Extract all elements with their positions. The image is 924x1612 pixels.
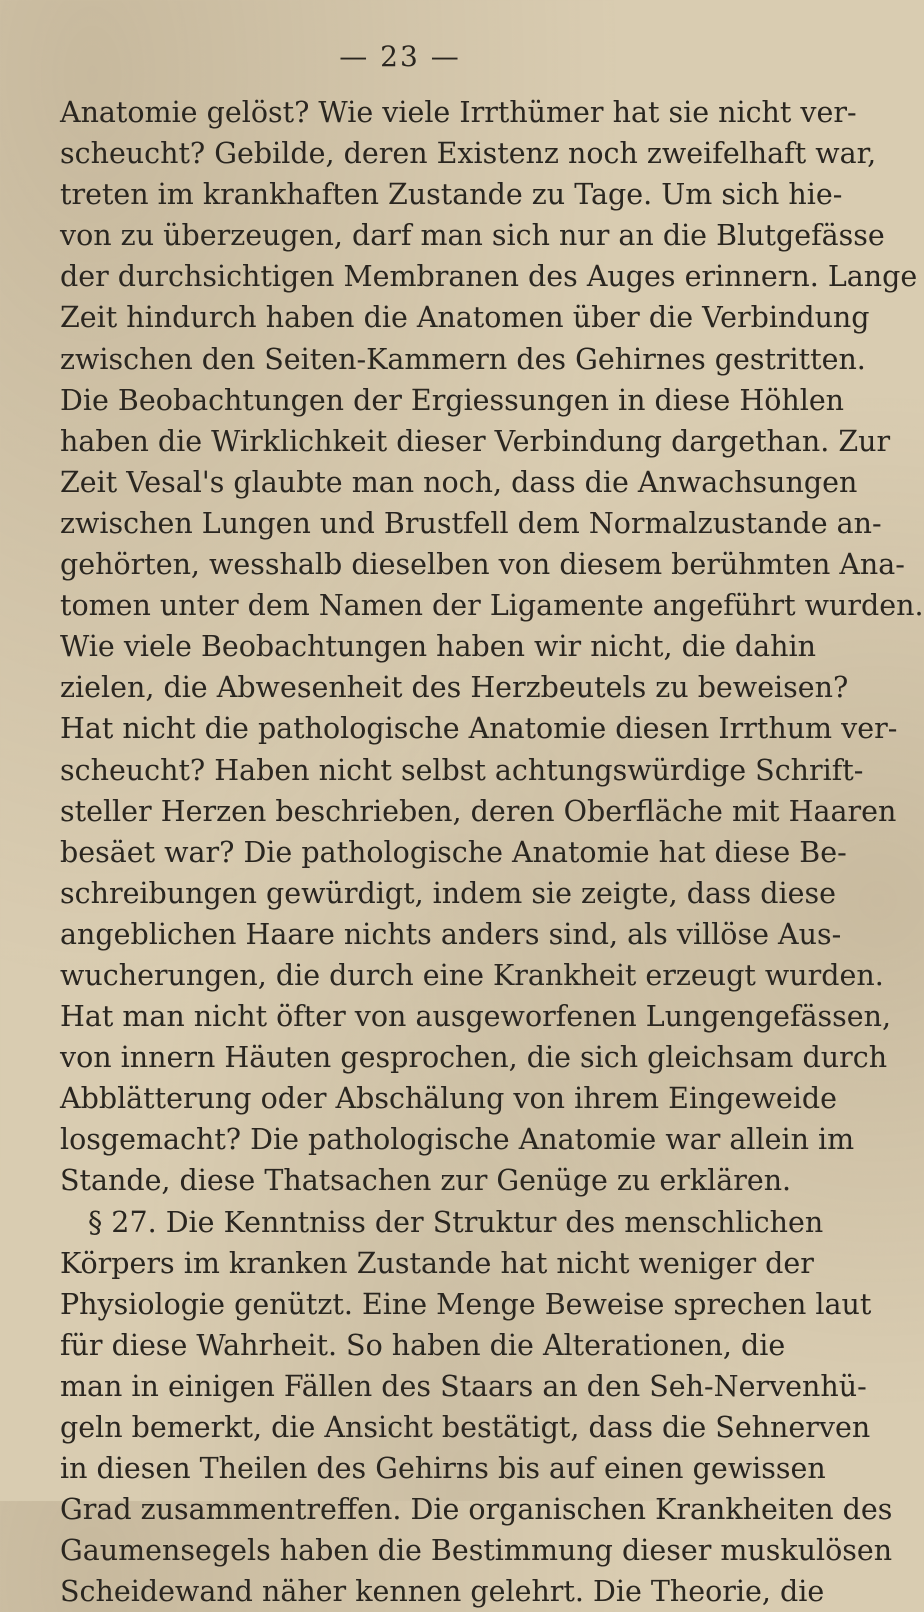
text-line: besäet war? Die pathologische Anatomie hat diese Be- [60, 835, 847, 869]
text-line: Abblätterung oder Abschälung von ihrem Eingeweide [60, 1082, 838, 1116]
text-line: wucherungen, die durch eine Krankheit erzeugt wurden. [60, 958, 884, 992]
text-line: schreibungen gewürdigt, indem sie zeigte, dass diese [60, 876, 836, 910]
text-line: Physiologie genützt. Eine Menge Beweise sprechen laut [60, 1287, 872, 1321]
body-text [60, 92, 924, 1612]
text-line: Zeit hindurch haben die Anatomen über die Verbindung [60, 301, 870, 335]
text-line: man in einigen Fällen des Staars an den Seh-Nervenhü- [60, 1369, 867, 1403]
text-line: treten im krankhaften Zustande zu Tage. Um sich hie- [60, 178, 843, 212]
text-line: Zeit Vesal's glaubte man noch, dass die Anwachsungen [60, 465, 858, 499]
text-line: scheucht? Gebilde, deren Existenz noch zweifelhaft war, [60, 137, 877, 171]
text-line: angeblichen Haare nichts anders sind, als villöse Aus- [60, 917, 842, 951]
text-line: haben die Wirklichkeit dieser Verbindung dargethan. Zur [60, 424, 891, 458]
text-line: zwischen den Seiten-Kammern des Gehirnes gestritten. [60, 342, 866, 376]
text-line: Hat nicht die pathologische Anatomie diesen Irrthum ver- [60, 712, 898, 746]
text-line: gehörten, wesshalb dieselben von diesem berühmten Ana- [60, 548, 905, 582]
text-line: von zu überzeugen, darf man sich nur an die Blutgefässe [60, 219, 885, 253]
text-line: Grad zusammentreffen. Die organischen Krankheiten des [60, 1493, 893, 1527]
text-line: geln bemerkt, die Ansicht bestätigt, dass die Sehnerven [60, 1411, 871, 1444]
text-line: zwischen Lungen und Brustfell dem Normalzustande an- [60, 506, 882, 540]
text-line: in diesen Theilen des Gehirns bis auf einen gewissen [60, 1452, 826, 1486]
text-line: Körpers im kranken Zustande hat nicht weniger der [60, 1246, 814, 1280]
text-line: für diese Wahrheit. So haben die Alterationen, die [60, 1328, 786, 1362]
section-heading-line: § 27. Die Kenntniss der Struktur des menschlichen [88, 1205, 824, 1239]
text-line: Gaumensegels haben die Bestimmung dieser muskulösen [60, 1534, 893, 1568]
text-line: Scheidewand näher kennen gelehrt. Die Theorie, die [60, 1575, 825, 1609]
text-line: tomen unter dem Namen der Ligamente angeführt wurden. [60, 589, 924, 623]
text-line: scheucht? Haben nicht selbst achtungswürdige Schrift- [60, 753, 864, 787]
text-line: Hat man nicht öfter von ausgeworfenen Lungengefässen, [60, 1000, 892, 1034]
text-line: Anatomie gelöst? Wie viele Irrthümer hat sie nicht ver- [60, 96, 857, 129]
text-line: von innern Häuten gesprochen, die sich gleichsam durch [60, 1041, 888, 1075]
text-line: zielen, die Abwesenheit des Herzbeutels zu beweisen? [60, 671, 849, 705]
text-line: der durchsichtigen Membranen des Auges erinnern. Lange [60, 260, 918, 294]
text-line: Wie viele Beobachtungen haben wir nicht, die dahin [60, 630, 816, 664]
text-line: steller Herzen beschrieben, deren Oberfläche mit Haaren [60, 794, 897, 828]
text-line: Stande, diese Thatsachen zur Genüge zu erklären. [60, 1164, 792, 1198]
page-number: — 23 — [339, 40, 461, 73]
text-line: losgemacht? Die pathologische Anatomie war allein im [60, 1123, 855, 1157]
text-line: Die Beobachtungen der Ergiessungen in diese Höhlen [60, 383, 845, 417]
